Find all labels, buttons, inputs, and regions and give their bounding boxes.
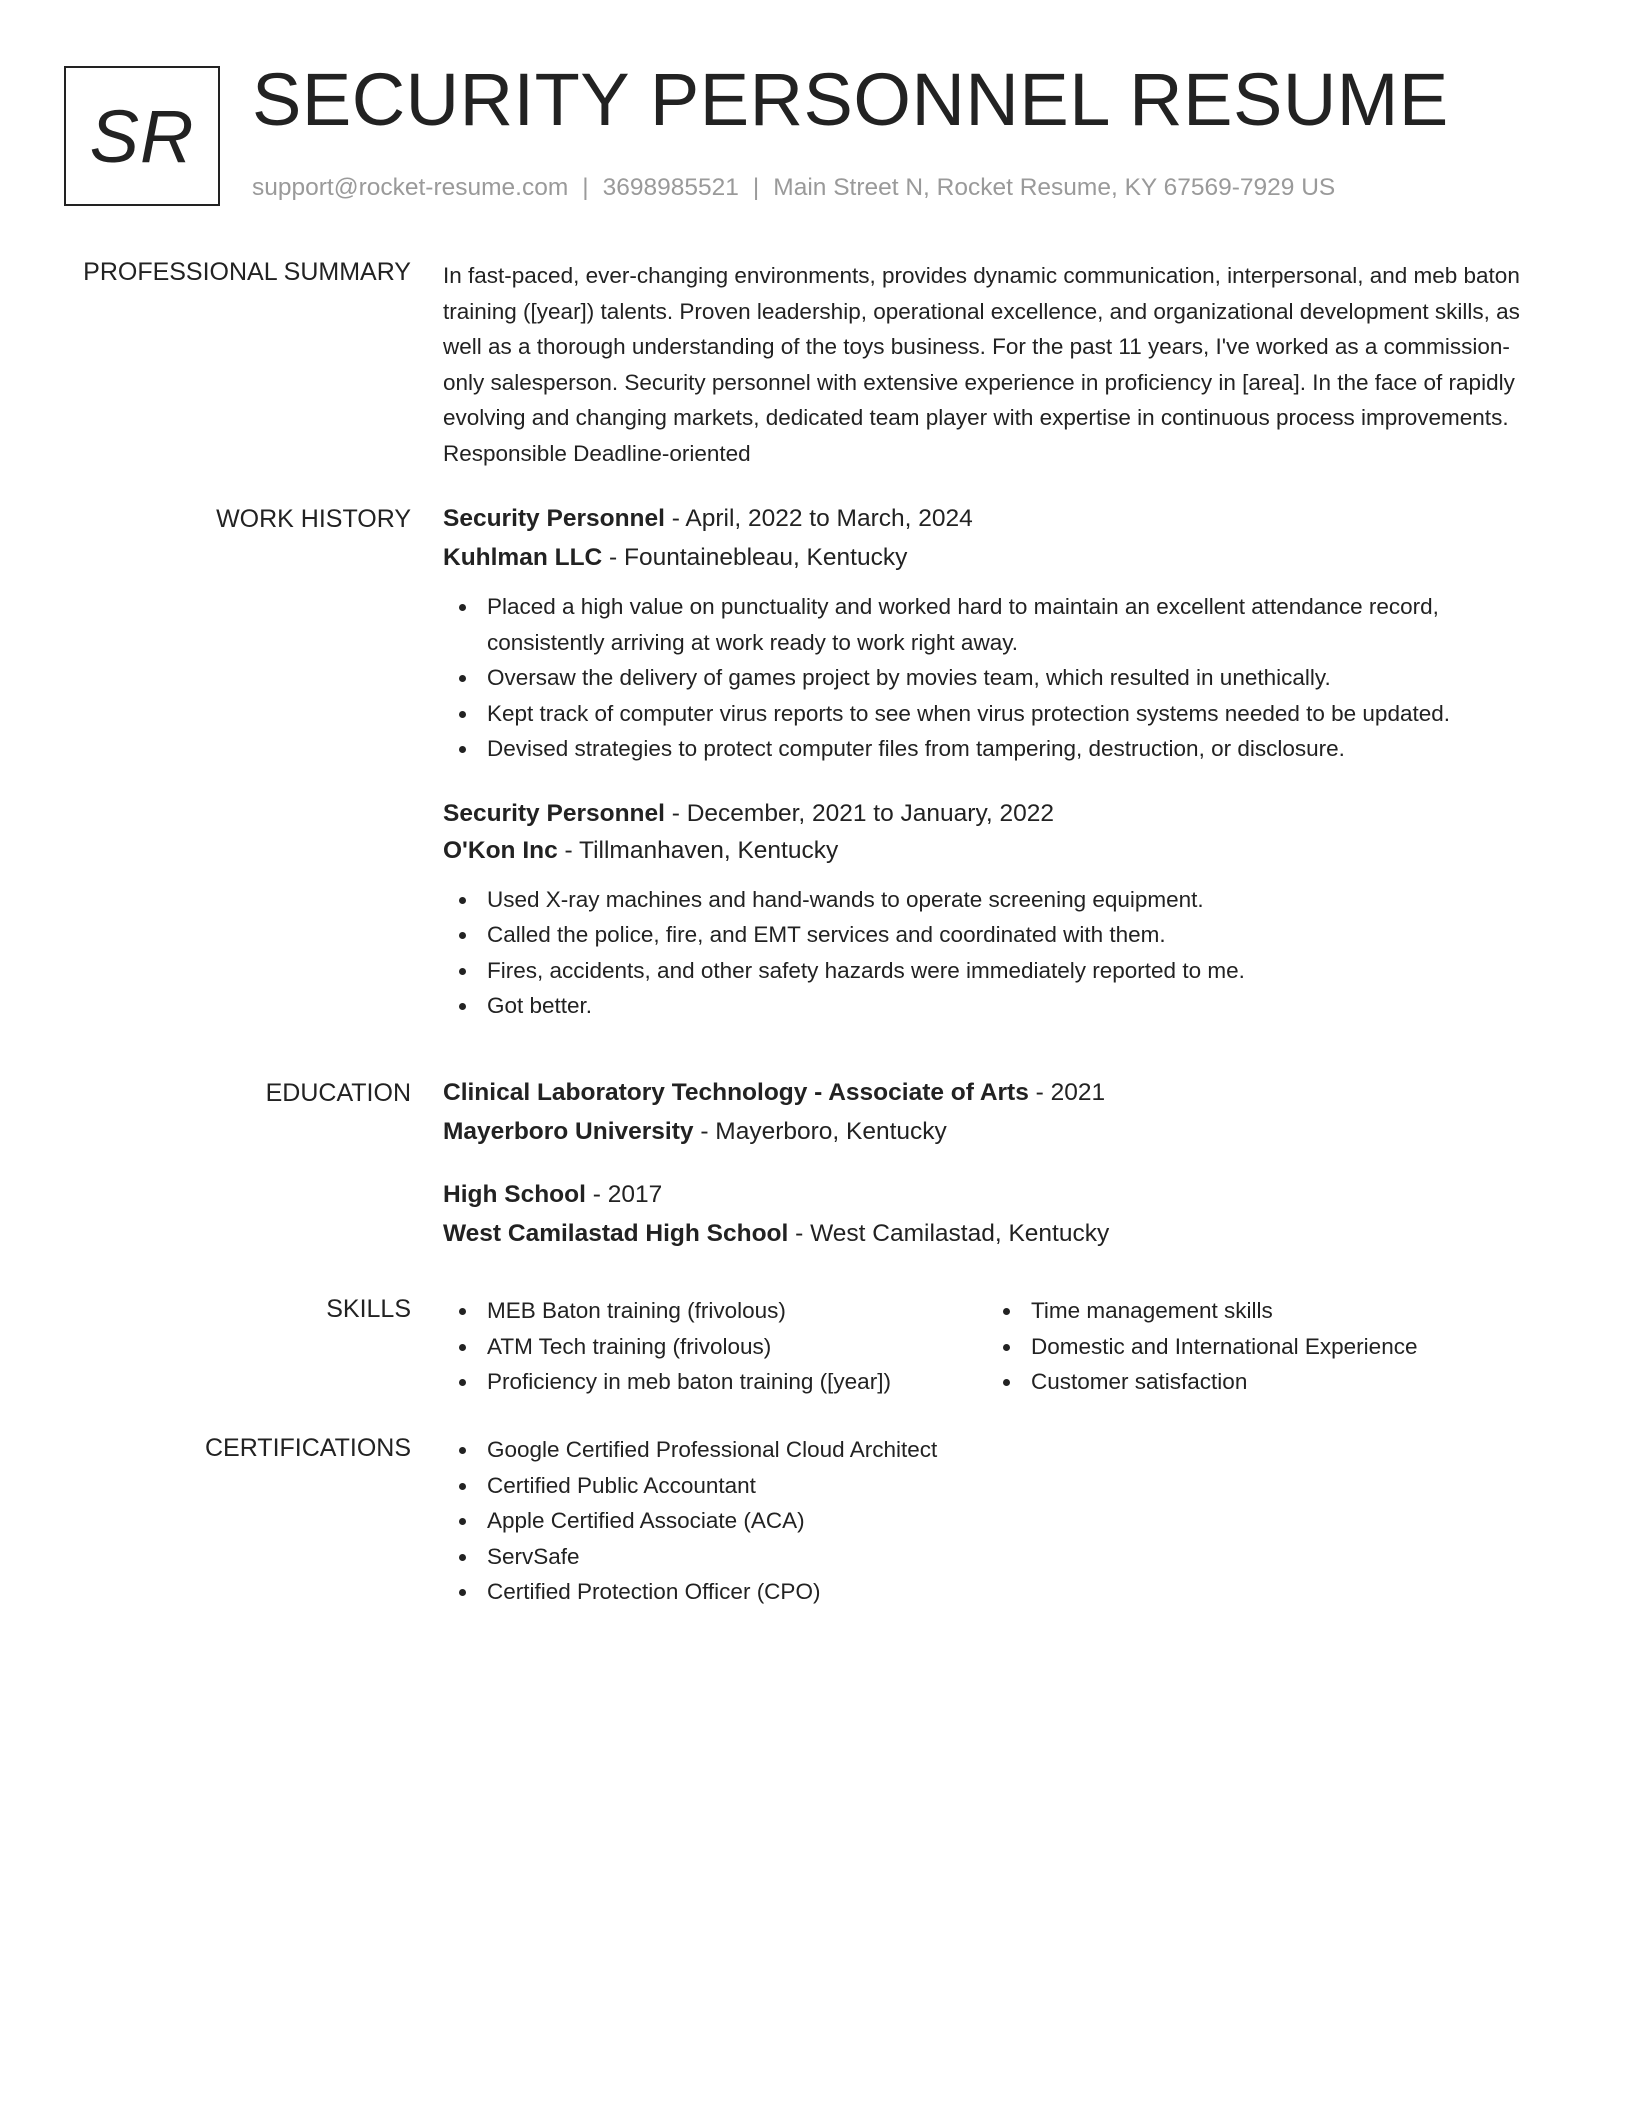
section-label-summary: PROFESSIONAL SUMMARY xyxy=(83,258,411,286)
job-dates: - April, 2022 to March, 2024 xyxy=(664,505,973,532)
job-dates: - December, 2021 to January, 2022 xyxy=(664,799,1055,827)
job-entry xyxy=(443,798,1548,1024)
skill-item: Proficiency in meb baton training ([year]) xyxy=(443,1364,987,1400)
job-bullet: Used X-ray machines and hand-wands to operate screening equipment. xyxy=(443,882,1548,918)
job-bullet: Got better. xyxy=(443,988,1548,1024)
education-body xyxy=(443,1077,1548,1250)
degree-line xyxy=(443,1077,1548,1109)
skill-item: Customer satisfaction xyxy=(987,1364,1531,1400)
section-label-skills: SKILLS xyxy=(326,1295,411,1323)
certification-item: Apple Certified Associate (ACA) xyxy=(443,1503,1548,1539)
school-line xyxy=(443,1116,1548,1148)
summary-text: In fast-paced, ever-changing environments, provides dynamic communication, interpersonal, and meb baton training ([year]) talents. Proven leadership, operational excellence, and organizational development skills, as well as a thorough understanding of the toys business. For the past 11 years, I've worked as a commission-only salesperson. Security personnel with extensive experience in proficiency in [area]. In the face of rapidly evolving and changing markets, dedicated team player with expertise in continuous process improvements. Responsible Deadline-oriented xyxy=(443,263,1520,466)
contact-address: Main Street N, Rocket Resume, KY 67569-7929 US xyxy=(773,174,1336,201)
degree-year: - 2017 xyxy=(585,1181,663,1208)
job-entry xyxy=(443,503,1548,767)
job-bullet: Kept track of computer virus reports to see when virus protection systems needed to be updated. xyxy=(443,696,1548,732)
certification-item: Certified Public Accountant xyxy=(443,1468,1548,1504)
contact-separator: | xyxy=(752,174,760,201)
degree-name: Clinical Laboratory Technology - Associate of Arts xyxy=(443,1079,1029,1106)
job-title: Security Personnel xyxy=(443,505,665,532)
school-location: - West Camilastad, Kentucky xyxy=(788,1220,1110,1247)
skill-item: MEB Baton training (frivolous) xyxy=(443,1293,987,1329)
job-company-line xyxy=(443,542,1548,574)
monogram-initials: SR xyxy=(89,94,195,178)
job-company-line xyxy=(443,835,1548,867)
resume-title: SECURITY PERSONNEL RESUME xyxy=(252,58,1449,141)
education-entry xyxy=(443,1179,1548,1250)
contact-separator: | xyxy=(582,174,589,201)
school-name: West Camilastad High School xyxy=(443,1220,789,1247)
skills-grid xyxy=(443,1293,1548,1400)
degree-line xyxy=(443,1179,1548,1211)
degree-name: High School xyxy=(443,1181,586,1208)
section-label-work-history: WORK HISTORY xyxy=(216,505,411,533)
job-company: Kuhlman LLC xyxy=(443,544,603,571)
skill-item: Time management skills xyxy=(987,1293,1531,1329)
contact-phone: 3698985521 xyxy=(602,174,739,201)
job-bullet: Oversaw the delivery of games project by movies team, which resulted in unethically. xyxy=(443,660,1548,696)
degree-year: - 2021 xyxy=(1028,1079,1106,1106)
job-bullets xyxy=(443,882,1548,1024)
certification-item: Google Certified Professional Cloud Architect xyxy=(443,1432,1548,1468)
job-location: - Tillmanhaven, Kentucky xyxy=(557,836,839,864)
school-location: - Mayerboro, Kentucky xyxy=(693,1118,947,1145)
job-bullet: Devised strategies to protect computer files from tampering, destruction, or disclosure. xyxy=(443,731,1548,767)
work-history-body xyxy=(443,503,1548,1024)
certifications-list xyxy=(443,1432,1548,1610)
job-title-line xyxy=(443,798,1548,830)
contact-email: support@rocket-resume.com xyxy=(252,174,569,201)
school-line xyxy=(443,1218,1548,1250)
job-location: - Fountainebleau, Kentucky xyxy=(602,544,908,571)
job-bullet: Fires, accidents, and other safety hazards were immediately reported to me. xyxy=(443,953,1548,989)
monogram-box xyxy=(64,66,220,206)
job-bullets xyxy=(443,589,1548,767)
certification-item: Certified Protection Officer (CPO) xyxy=(443,1574,1548,1610)
skills-list-right xyxy=(987,1293,1531,1400)
summary-body xyxy=(443,258,1548,471)
certification-item: ServSafe xyxy=(443,1539,1548,1575)
job-title: Security Personnel xyxy=(443,799,665,827)
job-bullet: Called the police, fire, and EMT services and coordinated with them. xyxy=(443,917,1548,953)
certifications-body xyxy=(443,1432,1548,1610)
skill-item: Domestic and International Experience xyxy=(987,1329,1531,1365)
skills-list-left xyxy=(443,1293,987,1400)
skills-body xyxy=(443,1293,1548,1400)
section-label-certifications: CERTIFICATIONS xyxy=(204,1434,411,1462)
contact-line xyxy=(252,172,1335,204)
skill-item: ATM Tech training (frivolous) xyxy=(443,1329,987,1365)
job-title-line xyxy=(443,503,1548,535)
job-company: O'Kon Inc xyxy=(443,836,558,864)
job-bullet: Placed a high value on punctuality and worked hard to maintain an excellent attendance record, consistently arriving at work ready to work right away. xyxy=(443,589,1548,660)
education-entry xyxy=(443,1077,1548,1148)
section-label-education: EDUCATION xyxy=(265,1079,411,1107)
school-name: Mayerboro University xyxy=(443,1118,694,1145)
